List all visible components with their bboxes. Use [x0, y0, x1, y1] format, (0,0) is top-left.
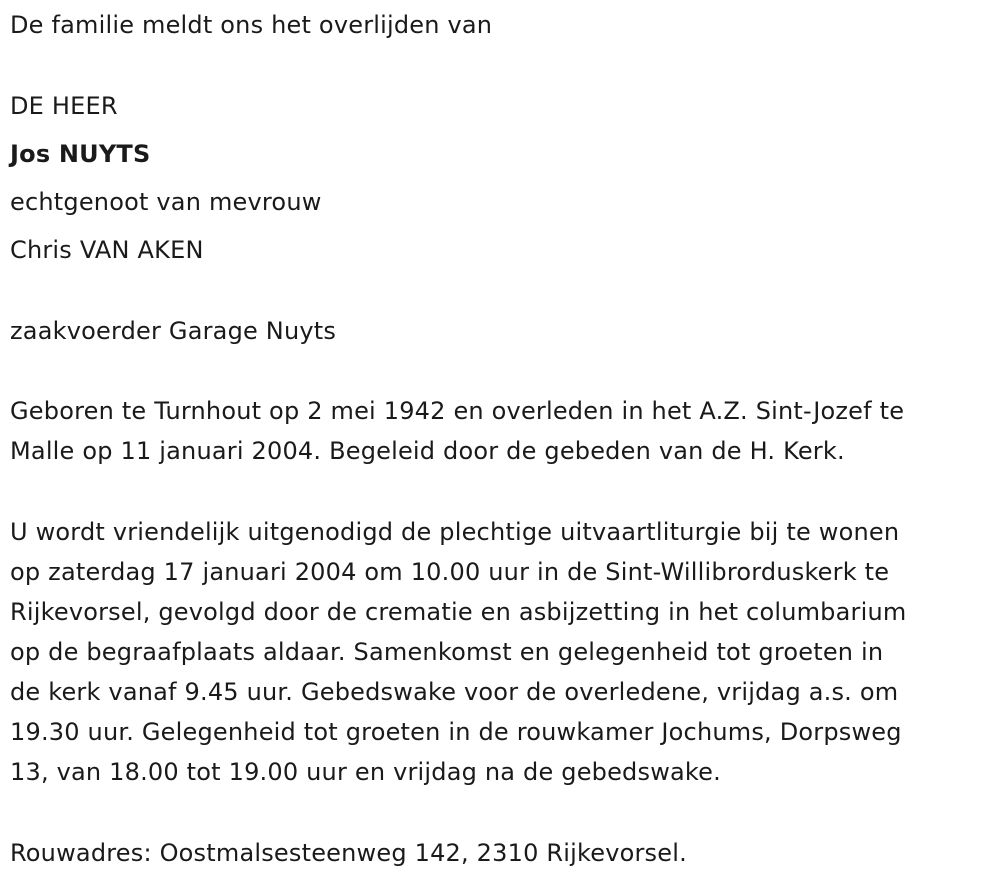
- honorific-title: DE HEER: [10, 92, 118, 120]
- invitation-line: 13, van 18.00 tot 19.00 uur en vrijdag na de gebedswake.: [10, 758, 721, 786]
- occupation-text: zaakvoerder Garage Nuyts: [10, 317, 337, 345]
- intro-text: De familie meldt ons het overlijden van: [10, 11, 493, 39]
- invitation-line: op zaterdag 17 januari 2004 om 10.00 uur in de Sint-Willibrorduskerk te: [10, 558, 890, 586]
- invitation-line: 19.30 uur. Gelegenheid tot groeten in de rouwkamer Jochums, Dorpsweg: [10, 718, 902, 746]
- spouse-label: echtgenoot van mevrouw: [10, 188, 322, 216]
- invitation-line: U wordt vriendelijk uitgenodigd de plechtige uitvaartliturgie bij te wonen: [10, 518, 900, 546]
- deceased-name: Jos NUYTS: [10, 140, 151, 168]
- spouse-name: Chris VAN AKEN: [10, 236, 204, 264]
- invitation-line: Rijkevorsel, gevolgd door de crematie en asbijzetting in het columbarium: [10, 598, 907, 626]
- mourning-address: Rouwadres: Oostmalsesteenweg 142, 2310 Rijkevorsel.: [10, 839, 687, 867]
- invitation-line: de kerk vanaf 9.45 uur. Gebedswake voor de overledene, vrijdag a.s. om: [10, 678, 899, 706]
- birth-death-line: Malle op 11 januari 2004. Begeleid door de gebeden van de H. Kerk.: [10, 437, 845, 465]
- invitation-line: op de begraafplaats aldaar. Samenkomst en gelegenheid tot groeten in: [10, 638, 884, 666]
- birth-death-line: Geboren te Turnhout op 2 mei 1942 en overleden in het A.Z. Sint-Jozef te: [10, 397, 905, 425]
